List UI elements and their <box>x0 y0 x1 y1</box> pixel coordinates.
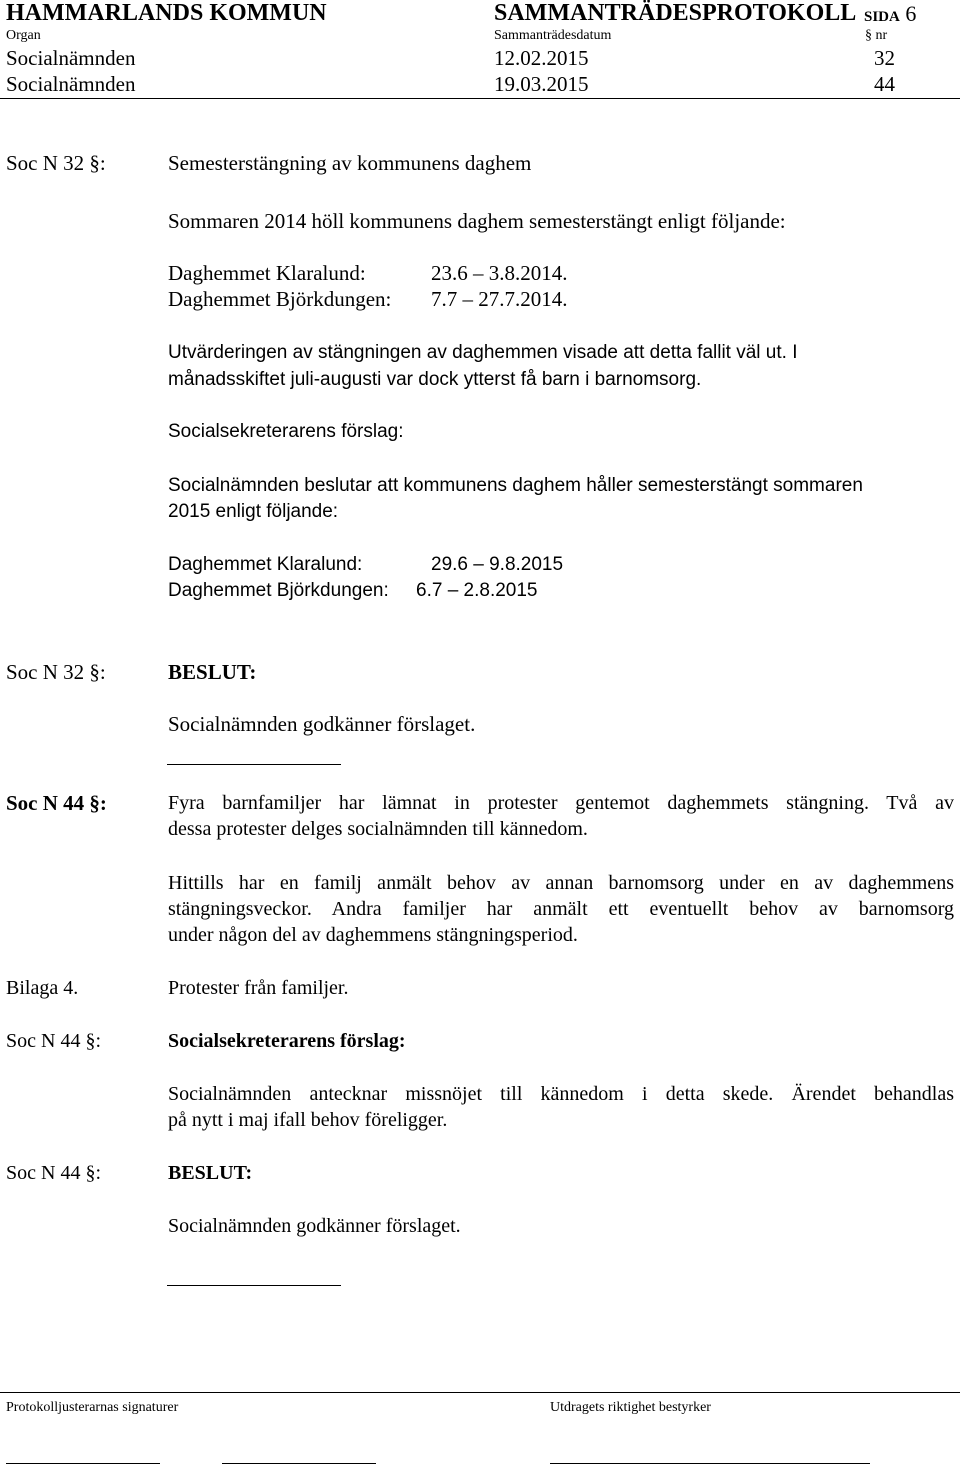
signature-line <box>6 1463 160 1464</box>
document-type: SAMMANTRÄDESPROTOKOLL <box>494 0 857 26</box>
page-indicator <box>864 1 916 30</box>
municipality-name: HAMMARLANDS KOMMUN <box>6 0 327 26</box>
section-reference: Soc N 32 §: <box>6 660 106 684</box>
decision-heading: BESLUT: <box>168 660 257 684</box>
section-reference: Soc N 44 §: <box>6 1162 101 1184</box>
proposal-heading: Socialsekreterarens förslag: <box>168 421 404 442</box>
meeting-row-nr: 32 <box>874 46 895 70</box>
body-text: Socialnämnden beslutar att kommunens daghem håller semesterstängt sommaren <box>168 475 863 496</box>
body-text: på nytt i maj ifall behov föreligger. <box>168 1109 448 1131</box>
section-title: Semesterstängning av kommunens daghem <box>168 151 532 175</box>
header-divider <box>0 98 960 99</box>
section-reference: Soc N 44 §: <box>6 1030 101 1052</box>
body-text: Utvärderingen av stängningen av daghemmen visade att detta fallit väl ut. I <box>168 342 798 363</box>
closure-period: 29.6 – 9.8.2015 <box>431 554 564 575</box>
meeting-row-nr: 44 <box>874 72 895 96</box>
decision-text: Socialnämnden godkänner förslaget. <box>168 1215 461 1237</box>
column-label-nr: § nr <box>865 28 888 43</box>
body-text: Socialnämnden antecknar missnöjet till kännedom i detta skede. Ärendet behandlas <box>168 1083 954 1105</box>
body-text: under någon del av daghemmens stängningsperiod. <box>168 924 578 946</box>
signature-line <box>222 1463 376 1464</box>
meeting-row-date: 19.03.2015 <box>494 72 589 96</box>
closure-name: Daghemmet Björkdungen: <box>168 580 389 601</box>
body-text: dessa protester delges socialnämnden till kännedom. <box>168 818 588 840</box>
section-end-line <box>167 764 341 765</box>
page-number: 6 <box>905 1 917 26</box>
closure-period: 7.7 – 27.7.2014. <box>431 287 568 311</box>
section-reference: Soc N 44 §: <box>6 791 107 815</box>
signature-label-adjusters: Protokolljusterarnas signaturer <box>6 1400 179 1415</box>
meeting-row-date: 12.02.2015 <box>494 46 589 70</box>
closure-name: Daghemmet Björkdungen: <box>168 287 392 311</box>
attachment-label: Bilaga 4. <box>6 977 79 999</box>
body-text: 2015 enligt följande: <box>168 501 339 522</box>
footer-divider <box>0 1392 960 1393</box>
body-text: månadsskiftet juli-augusti var dock ytterst få barn i barnomsorg. <box>168 369 702 390</box>
body-text: Sommaren 2014 höll kommunens daghem semesterstängt enligt följande: <box>168 209 786 233</box>
column-label-organ: Organ <box>6 28 41 43</box>
closure-period: 23.6 – 3.8.2014. <box>431 261 568 285</box>
column-label-date: Sammanträdesdatum <box>494 28 612 43</box>
section-reference: Soc N 32 §: <box>6 151 106 175</box>
section-end-line <box>167 1285 341 1286</box>
meeting-row-organ: Socialnämnden <box>6 72 136 96</box>
body-text: stängningsveckor. Andra familjer har anmält ett eventuellt behov av barnomsorg <box>168 898 954 920</box>
signature-label-certifier: Utdragets riktighet bestyrker <box>550 1400 711 1415</box>
proposal-heading: Socialsekreterarens förslag: <box>168 1030 406 1052</box>
page-label: SIDA <box>864 9 900 25</box>
closure-period: 6.7 – 2.8.2015 <box>416 580 538 601</box>
attachment-text: Protester från familjer. <box>168 977 349 999</box>
decision-heading: BESLUT: <box>168 1162 253 1184</box>
meeting-row-organ: Socialnämnden <box>6 46 136 70</box>
signature-line <box>550 1463 870 1464</box>
body-text: Fyra barnfamiljer har lämnat in protester gentemot daghemmets stängning. Två av <box>168 792 954 814</box>
closure-name: Daghemmet Klaralund: <box>168 261 366 285</box>
closure-name: Daghemmet Klaralund: <box>168 554 363 575</box>
decision-text: Socialnämnden godkänner förslaget. <box>168 712 476 736</box>
body-text: Hittills har en familj anmält behov av annan barnomsorg under en av daghemmens <box>168 872 954 894</box>
